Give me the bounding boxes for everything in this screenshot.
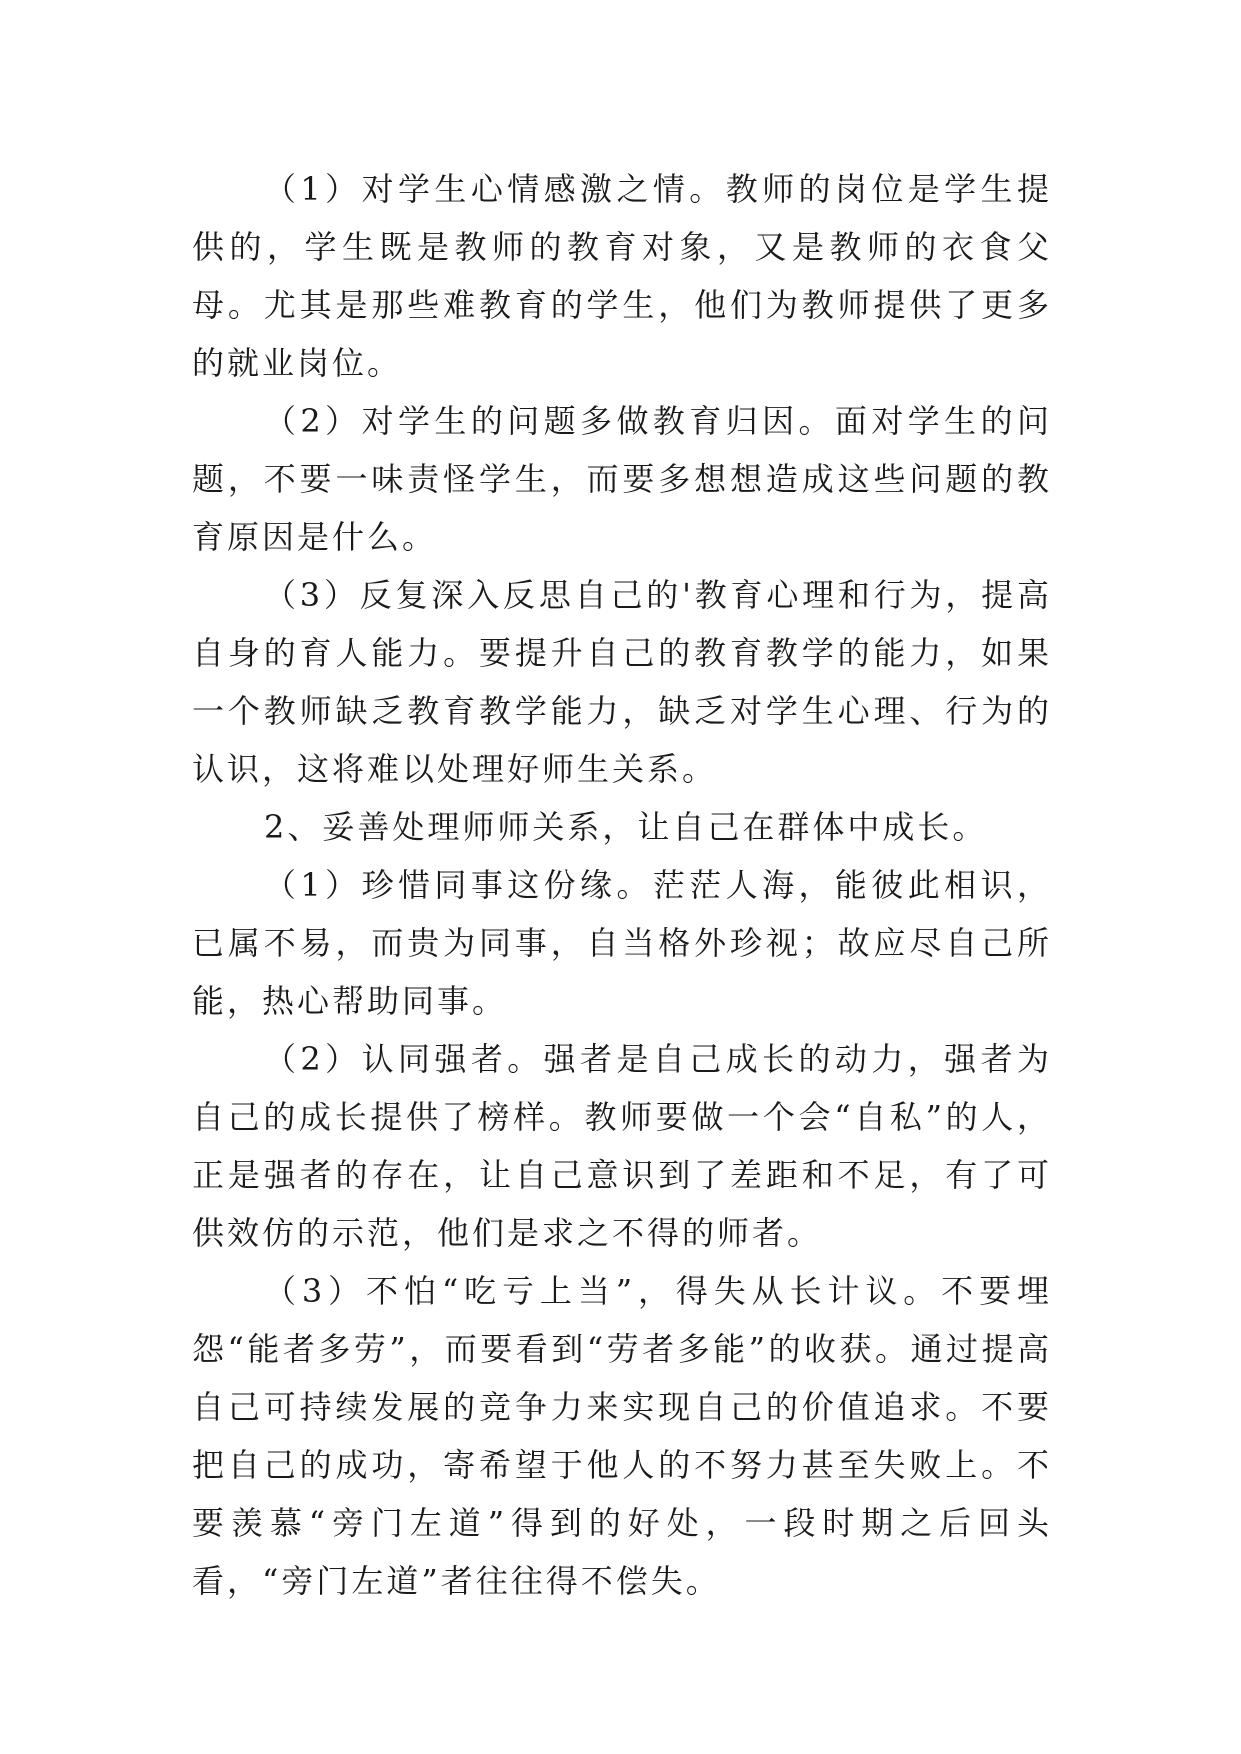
- paragraph-1-student-gratitude: （1）对学生心情感激之情。教师的岗位是学生提供的，学生既是教师的教育对象，又是教师的衣食父母。尤其是那些难教育的学生，他们为教师提供了更多的就业岗位。: [192, 170, 1052, 382]
- paragraph-4-cherish-colleagues: （1）珍惜同事这份缘。茫茫人海，能彼此相识，已属不易，而贵为同事，自当格外珍视；故应尽自己所能，热心帮助同事。: [192, 866, 1052, 1020]
- section-heading-colleague-relations: 2、妥善处理师师关系，让自己在群体中成长。: [264, 808, 988, 846]
- paragraph-3-self-reflection: （3）反复深入反思自己的'教育心理和行为，提高自身的育人能力。要提升自己的教育教学的能力，如果一个教师缺乏教育教学能力，缺乏对学生心理、行为的认识，这将难以处理好师生关系。: [192, 576, 1052, 788]
- paragraph-6-long-term-view: （3）不怕“吃亏上当”，得失从长计议。不要埋怨“能者多劳”，而要看到“劳者多能”的收获。通过提高自己可持续发展的竞争力来实现自己的价值追求。不要把自己的成功，寄希望于他人的不努力甚至失败上。不要羡慕“旁门左道”得到的好处，一段时期之后回头看，“旁门左道”者往往得不偿失。: [192, 1272, 1052, 1600]
- document-body: [192, 160, 1052, 1610]
- paragraph-5-recognize-strong: （2）认同强者。强者是自己成长的动力，强者为自己的成长提供了榜样。教师要做一个会“自私”的人，正是强者的存在，让自己意识到了差距和不足，有了可供效仿的示范，他们是求之不得的师者。: [192, 1040, 1052, 1252]
- paragraph-2-education-attribution: （2）对学生的问题多做教育归因。面对学生的问题，不要一味责怪学生，而要多想想造成这些问题的教育原因是什么。: [192, 402, 1052, 556]
